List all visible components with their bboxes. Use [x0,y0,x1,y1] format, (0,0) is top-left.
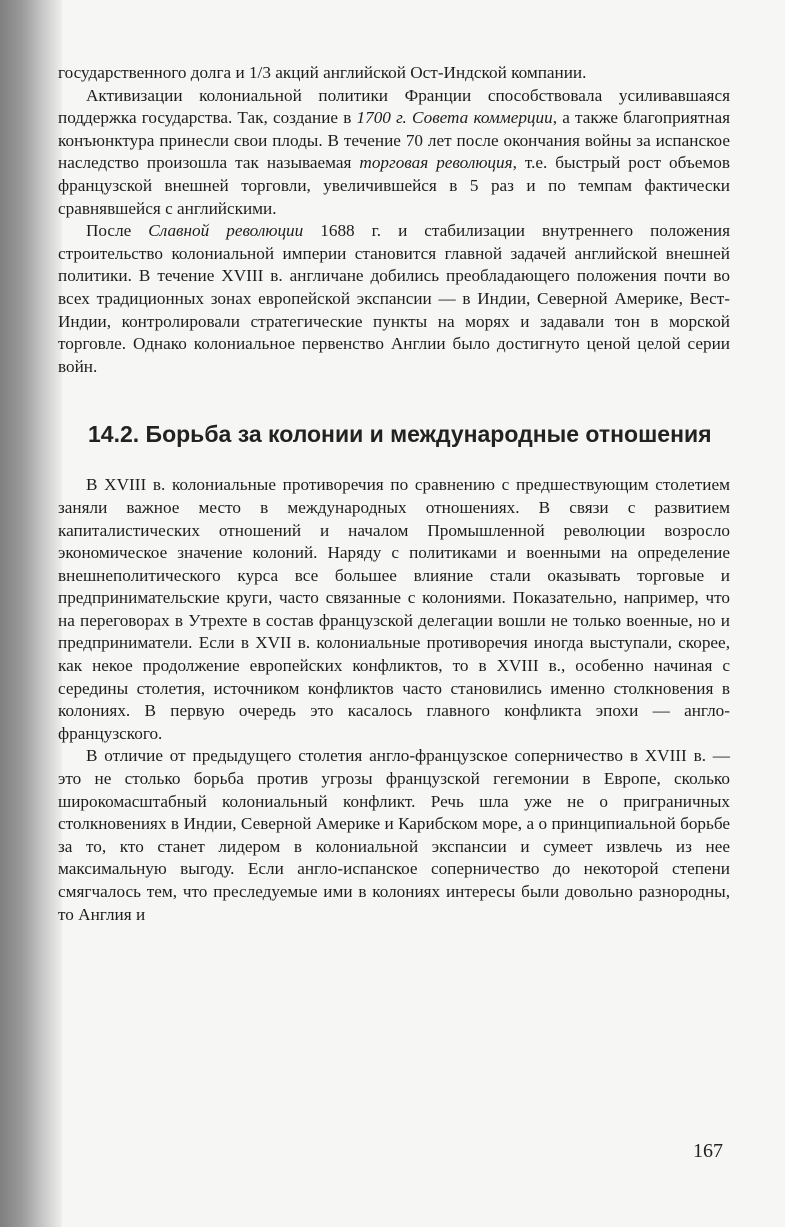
book-spine-shadow [0,0,62,1227]
page-content [58,62,730,926]
paragraph-continued: государственного долга и 1/3 акций английской Ост-Индской компании. [58,63,587,82]
emphasis-trade-revolution: торговая революция [359,153,513,173]
section-heading: 14.2. Борьба за колонии и международные отношения [88,421,712,448]
page-number: 167 [693,1140,723,1162]
emphasis-glorious-revolution: Славной революции [148,221,304,241]
paragraph-france-colonial-policy: Активизации колониальной политики Франции способствовала усиливавшаяся поддержка государства. Так, создание в 1700 г. Совета коммерции, а также благоприятная конъюнктура принесли свои плоды. В течение 70 лет после окончания войны за испанское наследство произошла так называемая торговая революция, т.е. быстрый рост объемов французской внешней торговли, увеличившейся в 5 раз и по темпам фактически сравнявшейся с английскими. [58,85,731,218]
emphasis-council-of-commerce: 1700 г. Совета коммерции [356,108,553,128]
paragraph-anglo-french-rivalry: В отличие от предыдущего столетия англо-французское соперничество в XVIII в. — это не столько борьба против угрозы французской гегемонии в Европе, сколько широкомасштабный колониальный конфликт. Речь шла уже не о приграничных столкновениях в Индии, Северной Америке и Карибском море, а о принципиальной борьбе за то, кто станет лидером в колониальной экспансии и сумеет извлечь из нее максимальную выгоду. Если англо-испанское соперничество до некоторой степени смягчалось тем, что преследуемые ими в колониях интересы были довольно разнородны, то Англия и [58,746,730,924]
paragraph-colonial-contradictions: В XVIII в. колониальные противоречия по сравнению с предшествующим столетием заняли важное место в международных отношениях. В связи с развитием капиталистических отношений и началом Промышленной революции возросло экономическое значение колоний. Наряду с политиками и военными на определение внешнеполитического курса все большее влияние стали оказывать торговые и предпринимательские круги, часто связанные с колониями. Показательно, например, что на переговорах в Утрехте в состав французской делегации вошли не только военные, но и предприниматели. Если в XVII в. колониальные противоречия иногда выступали, скорее, как некое продолжение европейских конфликтов, то в XVIII в., особенно начиная с середины столетия, источником конфликтов часто становились именно столкновения в колониях. В первую очередь это касалось главного конфликта эпохи — англо-французского. [58,475,730,743]
paragraph-glorious-revolution: После Славной революции 1688 г. и стабилизации внутреннего положения строительство колониальной империи становится главной задачей английской внешней политики. В течение XVIII в. англичане добились преобладающего положения почти во всех традиционных зонах европейской экспансии — в Индии, Северной Америке, Вест-Индии, контролировали стратегические пункты на морях и задавали тон в морской торговле. Однако колониальное первенство Англии было достигнуто ценой целой серии войн. [58,221,730,376]
